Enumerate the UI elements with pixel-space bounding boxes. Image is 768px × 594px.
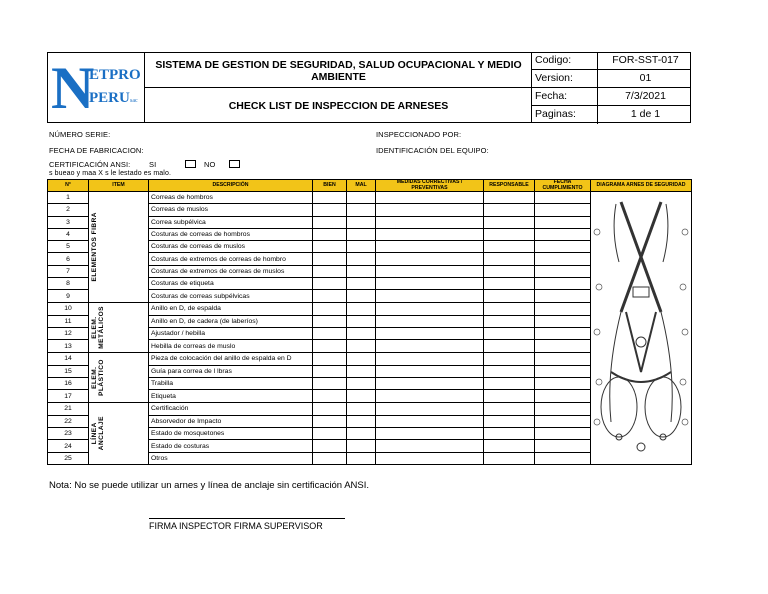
col-header-item: ITEM	[89, 180, 149, 192]
cell-responsible[interactable]	[484, 265, 535, 277]
no-label: NO	[204, 160, 216, 169]
cell-due-date[interactable]	[535, 328, 591, 340]
cell-due-date[interactable]	[535, 204, 591, 216]
meta-paginas	[532, 106, 691, 124]
row-description: Absorvedor de Impacto	[149, 415, 313, 427]
cell-responsible[interactable]	[484, 328, 535, 340]
logo-bottom-text: PERU	[89, 90, 130, 106]
cell-responsible[interactable]	[484, 228, 535, 240]
row-description: Anillo en D, de cadera (de laberíos)	[149, 315, 313, 327]
harness-diagram-cell	[591, 192, 692, 465]
cell-responsible[interactable]	[484, 365, 535, 377]
cell-responsible[interactable]	[484, 290, 535, 302]
col-header-due-date: FECHA CUMPLIMIENTO	[535, 180, 591, 192]
item-group-label: LÍNEA ANCLAJE	[91, 416, 105, 451]
cell-responsible[interactable]	[484, 192, 535, 204]
row-description: Costuras de correas de muslos	[149, 241, 313, 253]
harness-diagram	[591, 192, 690, 462]
cell-bad[interactable]	[347, 365, 376, 377]
row-number: 16	[48, 378, 89, 390]
cell-good[interactable]	[313, 365, 347, 377]
cell-measures[interactable]	[376, 415, 484, 427]
cell-due-date[interactable]	[535, 415, 591, 427]
cell-bad[interactable]	[347, 265, 376, 277]
meta-key: Version:	[535, 72, 573, 84]
cell-due-date[interactable]	[535, 241, 591, 253]
row-description: Pieza de colocación del anillo de espalda en D	[149, 352, 313, 365]
row-description: Correa subpélvica	[149, 216, 313, 228]
cell-good[interactable]	[313, 228, 347, 240]
cell-due-date[interactable]	[535, 402, 591, 415]
cell-due-date[interactable]	[535, 315, 591, 327]
cell-bad[interactable]	[347, 216, 376, 228]
row-description: Correas de hombros	[149, 192, 313, 204]
row-description: Trabilla	[149, 378, 313, 390]
cell-bad[interactable]	[347, 440, 376, 452]
item-group	[89, 352, 149, 402]
cell-measures[interactable]	[376, 302, 484, 315]
cell-bad[interactable]	[347, 340, 376, 352]
cell-measures[interactable]	[376, 402, 484, 415]
cell-good[interactable]	[313, 278, 347, 290]
cell-measures[interactable]	[376, 241, 484, 253]
meta-value: 7/3/2021	[625, 90, 666, 102]
cell-responsible[interactable]	[484, 241, 535, 253]
cell-bad[interactable]	[347, 328, 376, 340]
cell-measures[interactable]	[376, 216, 484, 228]
col-header-measures: MEDIDAS CORRECTIVAS / PREVENTIVAS	[376, 180, 484, 192]
cell-good[interactable]	[313, 253, 347, 265]
item-group-label: ELEM. METÁLICOS	[91, 305, 105, 349]
cell-responsible[interactable]	[484, 253, 535, 265]
cell-due-date[interactable]	[535, 192, 591, 204]
cell-responsible[interactable]	[484, 452, 535, 464]
cell-due-date[interactable]	[535, 390, 591, 402]
cell-due-date[interactable]	[535, 290, 591, 302]
row-description: Guía para correa de l lbras	[149, 365, 313, 377]
cell-due-date[interactable]	[535, 352, 591, 365]
cell-responsible[interactable]	[484, 378, 535, 390]
cell-good[interactable]	[313, 302, 347, 315]
cell-due-date[interactable]	[535, 302, 591, 315]
cell-bad[interactable]	[347, 415, 376, 427]
no-checkbox[interactable]	[229, 160, 240, 168]
cell-bad[interactable]	[347, 452, 376, 464]
cell-good[interactable]	[313, 402, 347, 415]
row-number: 25	[48, 452, 89, 464]
cell-responsible[interactable]	[484, 302, 535, 315]
row-number: 12	[48, 328, 89, 340]
yes-label: SI	[149, 160, 157, 169]
cell-measures[interactable]	[376, 440, 484, 452]
meta-key: Paginas:	[535, 108, 576, 120]
row-description: Anillo en D, de espalda	[149, 302, 313, 315]
cell-bad[interactable]	[347, 204, 376, 216]
cell-responsible[interactable]	[484, 390, 535, 402]
cell-responsible[interactable]	[484, 352, 535, 365]
cell-good[interactable]	[313, 192, 347, 204]
logo-suffix: sac	[130, 98, 138, 104]
row-number: 23	[48, 428, 89, 440]
cell-good[interactable]	[313, 315, 347, 327]
cell-responsible[interactable]	[484, 440, 535, 452]
cell-due-date[interactable]	[535, 452, 591, 464]
logo-letter: N	[51, 55, 95, 121]
logo-top-text: ETPRO	[89, 67, 141, 83]
cell-good[interactable]	[313, 328, 347, 340]
cell-responsible[interactable]	[484, 340, 535, 352]
meta-version	[532, 70, 691, 88]
cell-measures[interactable]	[376, 365, 484, 377]
cell-bad[interactable]	[347, 302, 376, 315]
inspected-by-label: INSPECCIONADO POR:	[376, 130, 462, 139]
row-description: Costuras de etiqueta	[149, 278, 313, 290]
item-group	[89, 302, 149, 352]
meta-value: FOR-SST-017	[612, 54, 679, 66]
row-number: 14	[48, 352, 89, 365]
row-number: 8	[48, 278, 89, 290]
cell-due-date[interactable]	[535, 216, 591, 228]
meta-fecha	[532, 88, 691, 106]
cell-measures[interactable]	[376, 452, 484, 464]
col-header-good: BIEN	[313, 180, 347, 192]
cell-measures[interactable]	[376, 352, 484, 365]
col-header-description: DESCRIPCIÓN	[149, 180, 313, 192]
cell-good[interactable]	[313, 415, 347, 427]
cell-good[interactable]	[313, 390, 347, 402]
row-number: 1	[48, 192, 89, 204]
company-logo	[47, 52, 145, 123]
ansi-cert-label: CERTIFICACIÓN ANSI:	[49, 160, 131, 169]
table-header-row	[48, 180, 692, 192]
cell-bad[interactable]	[347, 315, 376, 327]
cell-due-date[interactable]	[535, 265, 591, 277]
cell-good[interactable]	[313, 216, 347, 228]
row-number: 13	[48, 340, 89, 352]
row-description: Estado de costuras	[149, 440, 313, 452]
document-subtitle: CHECK LIST DE INSPECCION DE ARNESES	[228, 100, 449, 112]
cell-responsible[interactable]	[484, 278, 535, 290]
row-number: 24	[48, 440, 89, 452]
col-header-responsible: RESPONSABLE	[484, 180, 535, 192]
cell-bad[interactable]	[347, 192, 376, 204]
inspection-table	[47, 179, 692, 465]
equipment-id-label: IDENTIFICACIÓN DEL EQUIPO:	[376, 146, 489, 155]
logo-graphic	[47, 52, 143, 121]
row-description: Correas de muslos	[149, 204, 313, 216]
cell-good[interactable]	[313, 378, 347, 390]
ansi-note: Nota: No se puede utilizar un arnes y línea de anclaje sin certificación ANSI.	[49, 480, 370, 491]
cell-due-date[interactable]	[535, 278, 591, 290]
instruction-text: s bueao y maa X s le lestado es malo.	[49, 170, 171, 177]
cell-measures[interactable]	[376, 278, 484, 290]
cell-responsible[interactable]	[484, 415, 535, 427]
row-description: Costuras de correas subpélvicas	[149, 290, 313, 302]
cell-responsible[interactable]	[484, 216, 535, 228]
row-number: 15	[48, 365, 89, 377]
cell-good[interactable]	[313, 265, 347, 277]
cell-due-date[interactable]	[535, 340, 591, 352]
item-group-label: ELEMENTOS FIBRA	[91, 212, 98, 282]
meta-codigo	[532, 52, 691, 70]
cell-responsible[interactable]	[484, 428, 535, 440]
row-description: Costuras de extremos de correas de muslos	[149, 265, 313, 277]
row-number: 21	[48, 402, 89, 415]
cell-measures[interactable]	[376, 428, 484, 440]
cell-measures[interactable]	[376, 328, 484, 340]
yes-checkbox[interactable]	[185, 160, 196, 168]
row-description: Costuras de extremos de correas de hombro	[149, 253, 313, 265]
title-divider	[145, 87, 532, 88]
cell-due-date[interactable]	[535, 253, 591, 265]
cell-measures[interactable]	[376, 204, 484, 216]
row-number: 10	[48, 302, 89, 315]
cell-good[interactable]	[313, 241, 347, 253]
col-header-bad: MAL	[347, 180, 376, 192]
cell-bad[interactable]	[347, 402, 376, 415]
cell-measures[interactable]	[376, 378, 484, 390]
row-number: 5	[48, 241, 89, 253]
cell-good[interactable]	[313, 428, 347, 440]
cell-bad[interactable]	[347, 253, 376, 265]
cell-bad[interactable]	[347, 352, 376, 365]
cell-due-date[interactable]	[535, 365, 591, 377]
row-number: 6	[48, 253, 89, 265]
col-header-number: N°	[48, 180, 89, 192]
cell-good[interactable]	[313, 204, 347, 216]
cell-measures[interactable]	[376, 253, 484, 265]
table-row	[48, 192, 692, 204]
row-number: 2	[48, 204, 89, 216]
cell-bad[interactable]	[347, 428, 376, 440]
row-description: Etiqueta	[149, 390, 313, 402]
meta-key: Fecha:	[535, 90, 568, 102]
cell-bad[interactable]	[347, 378, 376, 390]
meta-value: 01	[639, 72, 652, 84]
item-group	[89, 192, 149, 303]
meta-value: 1 de 1	[630, 108, 661, 120]
row-number: 17	[48, 390, 89, 402]
cell-measures[interactable]	[376, 192, 484, 204]
row-number: 11	[48, 315, 89, 327]
row-number: 22	[48, 415, 89, 427]
cell-good[interactable]	[313, 352, 347, 365]
cell-due-date[interactable]	[535, 440, 591, 452]
cell-good[interactable]	[313, 440, 347, 452]
row-description: Ajustador / hebilla	[149, 328, 313, 340]
cell-measures[interactable]	[376, 265, 484, 277]
signature-labels: FIRMA INSPECTOR FIRMA SUPERVISOR	[149, 521, 323, 531]
cell-measures[interactable]	[376, 390, 484, 402]
row-number: 3	[48, 216, 89, 228]
cell-good[interactable]	[313, 340, 347, 352]
cell-responsible[interactable]	[484, 315, 535, 327]
serial-number-label: NÚMERO SERIE:	[49, 130, 111, 139]
row-number: 7	[48, 265, 89, 277]
cell-measures[interactable]	[376, 290, 484, 302]
cell-due-date[interactable]	[535, 428, 591, 440]
row-number: 9	[48, 290, 89, 302]
cell-good[interactable]	[313, 452, 347, 464]
signature-line	[149, 518, 345, 519]
system-title	[145, 59, 532, 83]
row-description: Certificación	[149, 402, 313, 415]
cell-bad[interactable]	[347, 228, 376, 240]
cell-due-date[interactable]	[535, 378, 591, 390]
cell-bad[interactable]	[347, 390, 376, 402]
row-number: 4	[48, 228, 89, 240]
cell-bad[interactable]	[347, 290, 376, 302]
cell-bad[interactable]	[347, 241, 376, 253]
cell-measures[interactable]	[376, 315, 484, 327]
item-group-label: ELEM. PLÁSTICO	[91, 358, 105, 396]
cell-measures[interactable]	[376, 340, 484, 352]
row-description: Otros	[149, 452, 313, 464]
meta-key: Codigo:	[535, 54, 572, 66]
col-header-diagram: DIAGRAMA ARNES DE SEGURIDAD	[591, 180, 692, 192]
manufacture-date-label: FECHA DE FABRICACION:	[49, 146, 144, 155]
item-group	[89, 402, 149, 464]
row-description: Estado de mosquetones	[149, 428, 313, 440]
title-line-2: AMBIENTE	[311, 71, 366, 83]
cell-responsible[interactable]	[484, 402, 535, 415]
row-description: Hebilla de correas de muslo	[149, 340, 313, 352]
title-line-1: SISTEMA DE GESTION DE SEGURIDAD, SALUD OCUPACIONAL Y MEDIO	[155, 59, 522, 71]
cell-measures[interactable]	[376, 228, 484, 240]
cell-due-date[interactable]	[535, 228, 591, 240]
row-description: Costuras de correas de hombros	[149, 228, 313, 240]
cell-bad[interactable]	[347, 278, 376, 290]
cell-responsible[interactable]	[484, 204, 535, 216]
cell-good[interactable]	[313, 290, 347, 302]
